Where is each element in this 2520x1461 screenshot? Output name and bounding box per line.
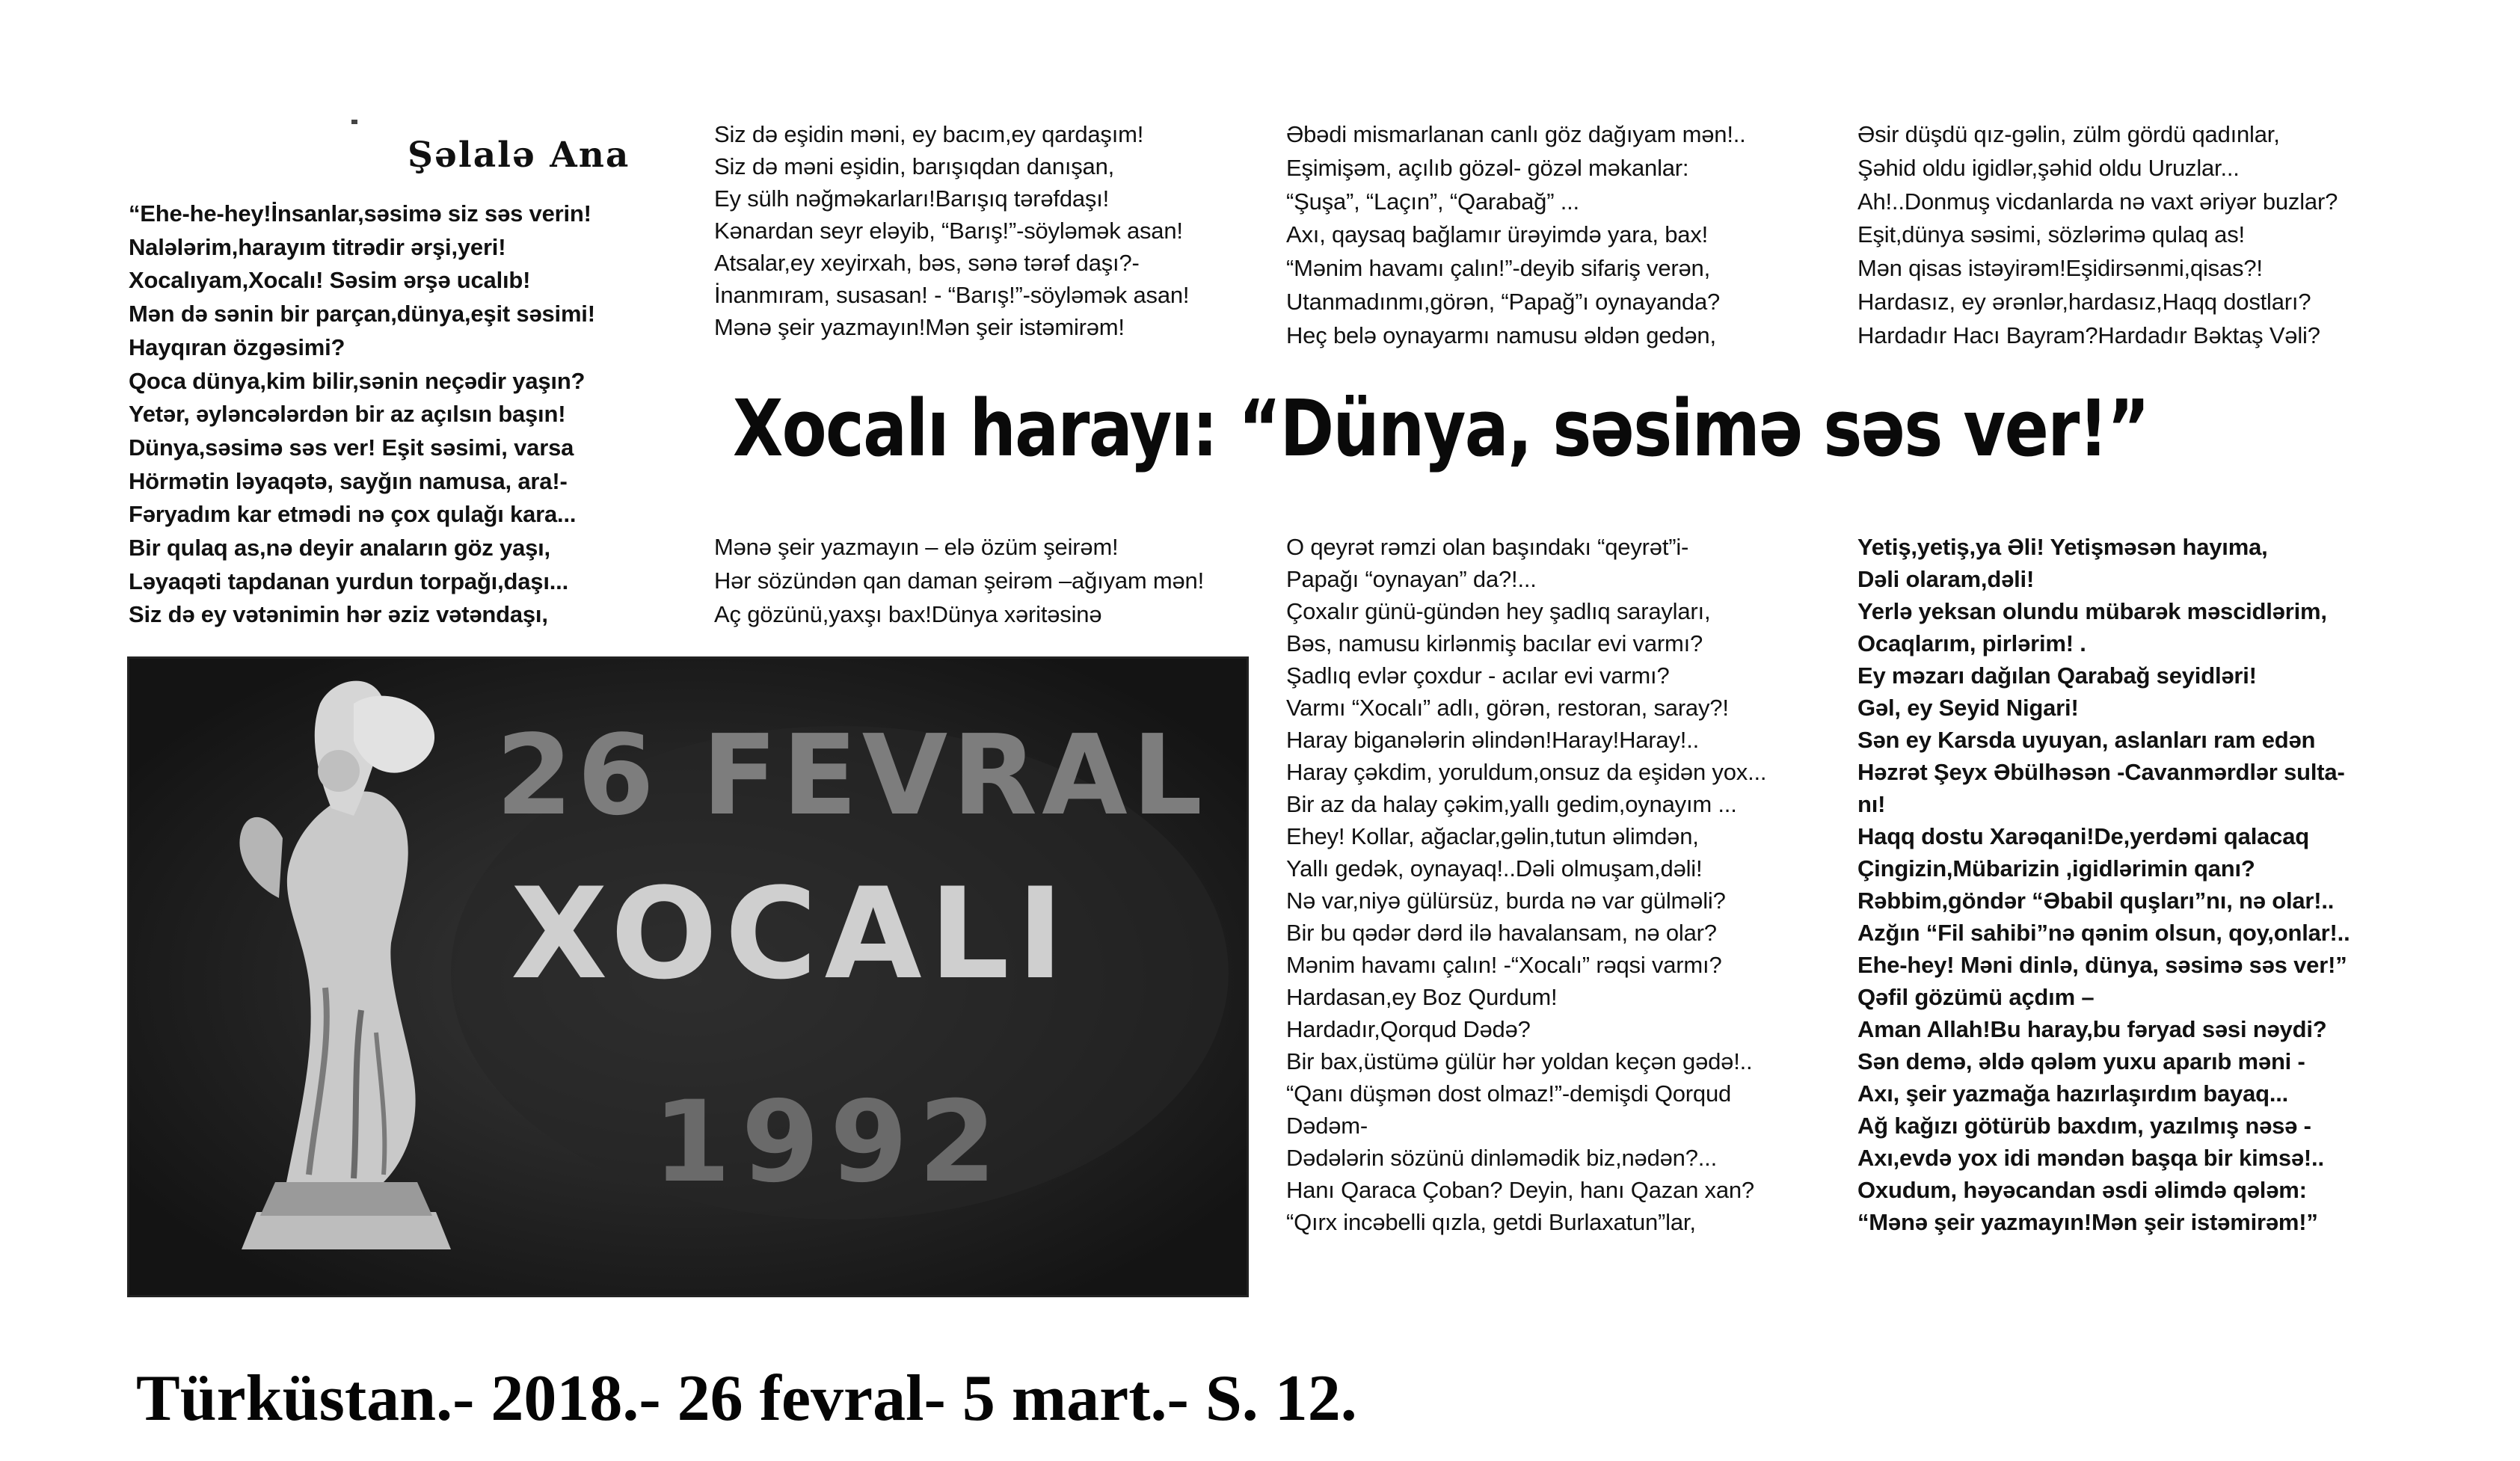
poem-line: Çoxalır günü-gündən hey şadlıq sarayları, — [1286, 598, 1711, 624]
poem-line: “Ehe-he-hey!İnsanlar,səsimə siz səs verin! — [129, 200, 591, 227]
poem-line: Eşimişəm, açılıb gözəl- gözəl məkanlar: — [1286, 154, 1689, 181]
poem-line: Ləyaqəti tapdanan yurdun torpağı,daşı... — [129, 568, 568, 594]
poem-line: Axı,evdə yox idi məndən başqa bir kimsə!.. — [1857, 1145, 2324, 1171]
poem-line: Axı, şeir yazmağa hazırlaşırdım bayaq... — [1857, 1080, 2289, 1107]
poem-line: Azğın “Fil sahibi”nə qənim olsun, qoy,onlar!.. — [1857, 920, 2350, 946]
photo-city-text: XOCALI — [511, 861, 1072, 1007]
poem-line: Şadlıq evlər çoxdur - acılar evi varmı? — [1286, 662, 1670, 689]
print-speck — [351, 120, 357, 124]
poem-line: Sən ey Karsda uyuyan, aslanları ram edən — [1857, 727, 2316, 753]
poem-line: Hayqıran özgəsimi? — [129, 333, 345, 360]
poem-line: Varmı “Xocalı” adlı, görən, restoran, saray?! — [1286, 695, 1729, 721]
poem-line: Əsir düşdü qız-gəlin, zülm gördü qadınlar, — [1857, 121, 2280, 147]
poem-line: Bir bu qədər dərd ilə havalansam, nə olar? — [1286, 920, 1717, 946]
poem-line: Atsalar,ey xeyirxah, bəs, sənə tərəf daşı?- — [714, 250, 1140, 276]
poem-line: Hardadır,Qorqud Dədə? — [1286, 1016, 1531, 1042]
poem-line: Dəli olaram,dəli! — [1857, 566, 2035, 592]
poem-line: Hardasan,ey Boz Qurdum! — [1286, 984, 1558, 1010]
poem-line: Mən qisas istəyirəm!Eşidirsənmi,qisas?! — [1857, 255, 2263, 282]
poem-line: Ehe-hey! Məni dinlə, dünya, səsimə səs ver!” — [1857, 952, 2347, 978]
poem-line: Qəfil gözümü açdım – — [1857, 984, 2095, 1010]
poem-line: Hər sözündən qan daman şeirəm –ağıyam mən! — [714, 567, 1205, 594]
poem-line: Sən demə, əldə qələm yuxu aparıb məni - — [1857, 1048, 2305, 1074]
poem-line: “Qırx incəbelli qızla, getdi Burlaxatun”lar, — [1286, 1209, 1696, 1235]
poem-line: Yallı gedək, oynayaq!..Dəli olmuşam,dəli! — [1286, 855, 1703, 882]
poem-line: Yetər, əyləncələrdən bir az açılsın başın! — [129, 401, 566, 428]
poem-line: Əbədi mismarlanan canlı göz dağıyam mən!.. — [1286, 121, 1746, 147]
poem-line: Haray biganələrin əlindən!Haray!Haray!.. — [1286, 727, 1700, 753]
poem-line: Ah!..Donmuş vicdanlarda nə vaxt əriyər buzlar? — [1857, 188, 2338, 215]
poem-column-4-bottom — [1857, 531, 2350, 1238]
poem-line: Haray çəkdim, yoruldum,onsuz da eşidən yox... — [1286, 759, 1767, 785]
poem-line: Bir az da halay çəkim,yallı gedim,oynayım ... — [1286, 791, 1737, 817]
poem-line: Yetiş,yetiş,ya Əli! Yetişməsən hayıma, — [1857, 534, 2268, 560]
poem-line: Mən də sənin bir parçan,dünya,eşit səsimi! — [129, 301, 595, 327]
poem-line: Oxudum, həyəcandan əsdi əlimdə qələm: — [1857, 1177, 2307, 1203]
poem-line: Fəryadım kar etmədi nə çox qulağı kara... — [129, 501, 577, 528]
poem-line: Nalələrim,harayım titrədir ərşi,yeri! — [129, 233, 506, 260]
poem-line: Çingizin,Mübarizin ,igidlərimin qanı? — [1857, 855, 2255, 882]
poem-line: “Mənim havamı çalın!”-deyib sifariş verən, — [1286, 255, 1711, 282]
poem-line: Aman Allah!Bu haray,bu fəryad səsi nəydi? — [1857, 1016, 2327, 1042]
poem-line: Ehey! Kollar, ağaclar,gəlin,tutun əlimdən, — [1286, 823, 1699, 849]
poem-line: Hardasız, ey ərənlər,hardasız,Haqq dostları? — [1857, 288, 2311, 315]
poem-line: Ağ kağızı götürüb baxdım, yazılmış nəsə - — [1857, 1113, 2311, 1139]
poem-line: Utanmadınmı,görən, “Papağ”ı oynayanda? — [1286, 288, 1721, 315]
poem-line: Bir bax,üstümə gülür hər yoldan keçən gədə!.. — [1286, 1048, 1753, 1074]
poem-line: Ocaqlarım, pirlərim! . — [1857, 630, 2086, 656]
author-name: Şəlalə Ana — [408, 135, 630, 176]
memorial-photo — [127, 656, 1249, 1297]
poem-line: Xocalıyam,Xocalı! Səsim ərşə ucalıb! — [129, 267, 531, 294]
poem-column-2-bottom — [714, 531, 1204, 631]
poem-line: İnanmıram, susasan! - “Barış!”-söyləmək asan! — [714, 282, 1190, 308]
photo-date-text: 26 FEVRAL — [496, 711, 1208, 840]
poem-line: Eşit,dünya səsimi, sözlərimə qulaq as! — [1857, 221, 2245, 248]
poem-line: Gəl, ey Seyid Nigari! — [1857, 695, 2079, 721]
poem-line: “Şuşa”, “Laçın”, “Qarabağ” ... — [1286, 188, 1579, 215]
poem-line: Hardadır Hacı Bayram?Hardadır Bəktaş Vəli? — [1857, 322, 2320, 348]
poem-column-2-top — [714, 118, 1189, 343]
poem-line: nı! — [1857, 791, 1886, 817]
poem-line: Yerlə yeksan olundu mübarək məscidlərim, — [1857, 598, 2327, 624]
poem-line: Dədələrin sözünü dinləmədik biz,nədən?... — [1286, 1145, 1718, 1171]
poem-line: Papağı “oynayan” da?!... — [1286, 566, 1537, 592]
poem-line: Mənim havamı çalın! -“Xocalı” rəqsi varmı? — [1286, 952, 1722, 978]
poem-column-4-top — [1857, 118, 2338, 353]
poem-line: Hanı Qaraca Çoban? Deyin, hanı Qazan xan? — [1286, 1177, 1754, 1203]
poem-line: “Mənə şeir yazmayın!Mən şeir istəmirəm!” — [1857, 1209, 2318, 1235]
poem-line: Ey məzarı dağılan Qarabağ seyidləri! — [1857, 662, 2257, 689]
poem-line: Siz də məni eşidin, barışıqdan danışan, — [714, 153, 1115, 179]
poem-line: Ey sülh nəğməkarları!Barışıq tərəfdaşı! — [714, 185, 1110, 212]
poem-line: Haqq dostu Xarəqani!De,yerdəmi qalacaq — [1857, 823, 2309, 849]
poem-line: Rəbbim,göndər “Əbabil quşları”nı, nə olar!.. — [1857, 888, 2335, 914]
poem-line: Mənə şeir yazmayın!Mən şeir istəmirəm! — [714, 314, 1125, 340]
publication-citation: Türküstan.- 2018.- 26 fevral- 5 mart.- S. 12. — [136, 1362, 1357, 1435]
poem-column-1 — [129, 197, 595, 632]
poem-line: Bir qulaq as,nə deyir anaların göz yaşı, — [129, 535, 550, 562]
headline: Xocalı harayı: “Dünya, səsimə səs ver!” — [733, 383, 2149, 474]
poem-line: Bəs, namusu kirlənmiş bacılar evi varmı? — [1286, 630, 1703, 656]
poem-column-3-bottom — [1286, 531, 1766, 1238]
poem-line: Siz də ey vətənimin hər əziz vətəndaşı, — [129, 601, 548, 628]
poem-line: Dünya,səsimə səs ver! Eşit səsimi, varsa — [129, 434, 574, 461]
poem-line: Həzrət Şeyx Əbülhəsən -Cavanmərdlər sulta- — [1857, 759, 2345, 785]
poem-line: Siz də eşidin məni, ey bacım,ey qardaşım! — [714, 121, 1144, 147]
poem-line: Dədəm- — [1286, 1113, 1368, 1139]
poem-line: Aç gözünü,yaxşı bax!Dünya xəritəsinə — [714, 600, 1102, 627]
poem-line: Mənə şeir yazmayın – elə özüm şeirəm! — [714, 534, 1119, 560]
poem-line: O qeyrət rəmzi olan başındakı “qeyrət”i- — [1286, 534, 1689, 560]
photo-year-text: 1992 — [653, 1077, 1007, 1208]
poem-line: “Qanı düşmən dost olmaz!”-demişdi Qorqud — [1286, 1080, 1732, 1107]
poem-line: Axı, qaysaq bağlamır ürəyimdə yara, bax! — [1286, 221, 1709, 248]
poem-line: Heç belə oynayarmı namusu əldən gedən, — [1286, 322, 1716, 348]
poem-line: Nə var,niyə gülürsüz, burda nə var gülməli? — [1286, 888, 1726, 914]
poem-line: Kənardan seyr eləyib, “Barış!”-söyləmək asan! — [714, 218, 1183, 244]
poem-line: Hörmətin ləyaqətə, sayğın namusa, ara!- — [129, 467, 568, 494]
poem-column-3-top — [1286, 118, 1746, 353]
poem-line: Şəhid oldu igidlər,şəhid oldu Uruzlar... — [1857, 154, 2240, 181]
poem-line: Qoca dünya,kim bilir,sənin neçədir yaşın? — [129, 367, 586, 394]
